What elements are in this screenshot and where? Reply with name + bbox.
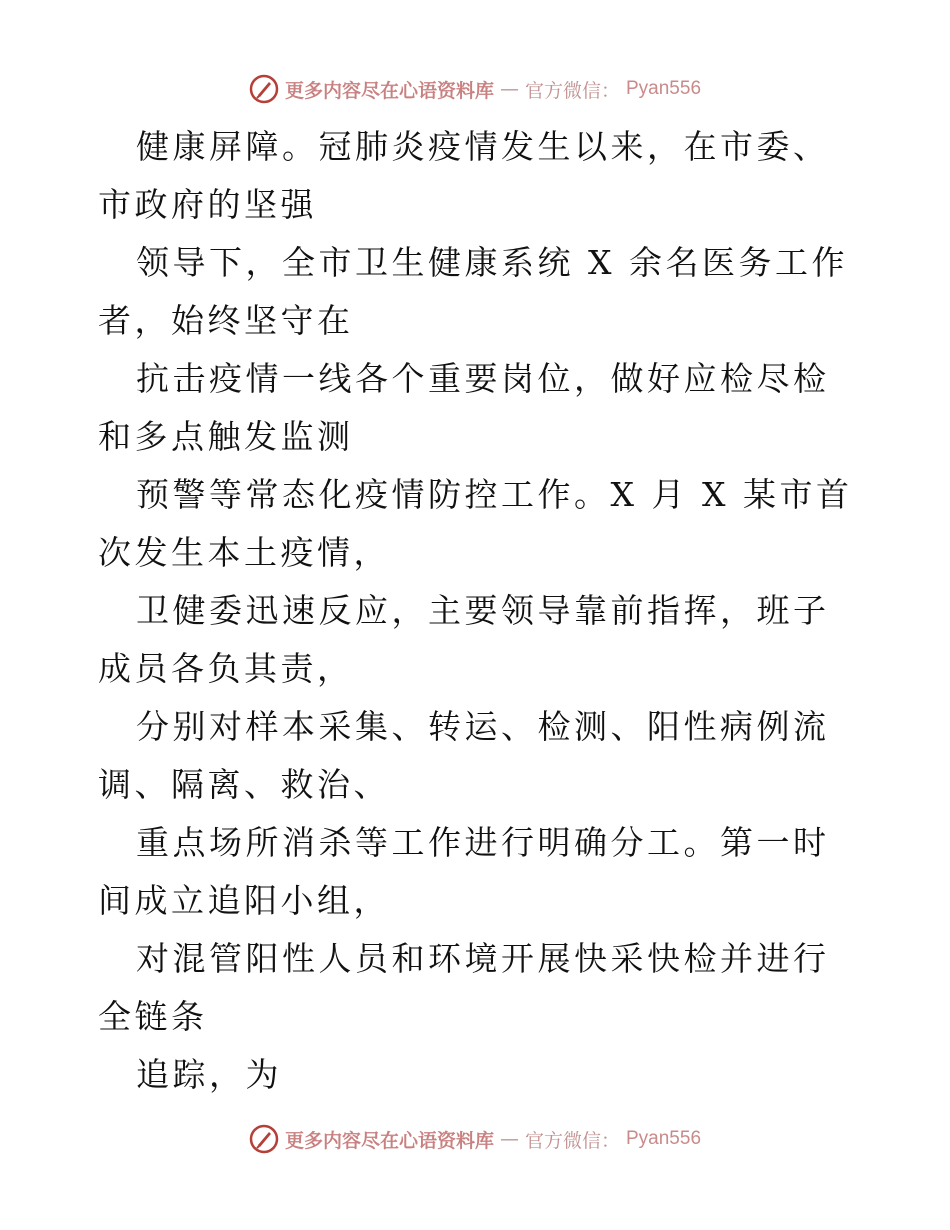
paragraph-5: 卫健委迅速反应，主要领导靠前指挥，班子成员各负其责， bbox=[98, 591, 830, 688]
watermark-separator: — bbox=[499, 78, 519, 100]
paragraph-2: 领导下，全市卫生健康系统 X 余名医务工作者，始终坚守在 bbox=[98, 243, 848, 340]
paragraph-4: 预警等常态化疫情防控工作。X 月 X 某市首次发生本土疫情， bbox=[98, 475, 853, 572]
header-watermark bbox=[0, 74, 950, 104]
watermark-wechat-id: Pyan556 bbox=[626, 1128, 702, 1149]
watermark-label: 官方微信： bbox=[524, 1129, 620, 1152]
watermark-separator: — bbox=[499, 1128, 519, 1150]
paragraph-6: 分别对样本采集、转运、检测、阳性病例流调、隔离、救治、 bbox=[98, 707, 830, 804]
paragraph-9: 追踪，为 bbox=[136, 1055, 282, 1094]
quill-logo-icon bbox=[249, 1124, 279, 1154]
quill-logo-icon bbox=[249, 74, 279, 104]
footer-watermark bbox=[0, 1124, 950, 1154]
watermark-brand: 更多内容尽在心语资料库 bbox=[284, 1129, 494, 1152]
watermark-label: 官方微信： bbox=[524, 79, 620, 102]
paragraph-1: 健康屏障。冠肺炎疫情发生以来，在市委、市政府的坚强 bbox=[98, 127, 830, 224]
paragraph-3: 抗击疫情一线各个重要岗位，做好应检尽检和多点触发监测 bbox=[98, 359, 830, 456]
watermark-wechat-id: Pyan556 bbox=[626, 78, 702, 99]
paragraph-8: 对混管阳性人员和环境开展快采快检并进行全链条 bbox=[98, 939, 830, 1036]
watermark-brand: 更多内容尽在心语资料库 bbox=[284, 79, 494, 102]
paragraph-7: 重点场所消杀等工作进行明确分工。第一时间成立追阳小组， bbox=[98, 823, 830, 920]
document-body bbox=[98, 118, 858, 1104]
